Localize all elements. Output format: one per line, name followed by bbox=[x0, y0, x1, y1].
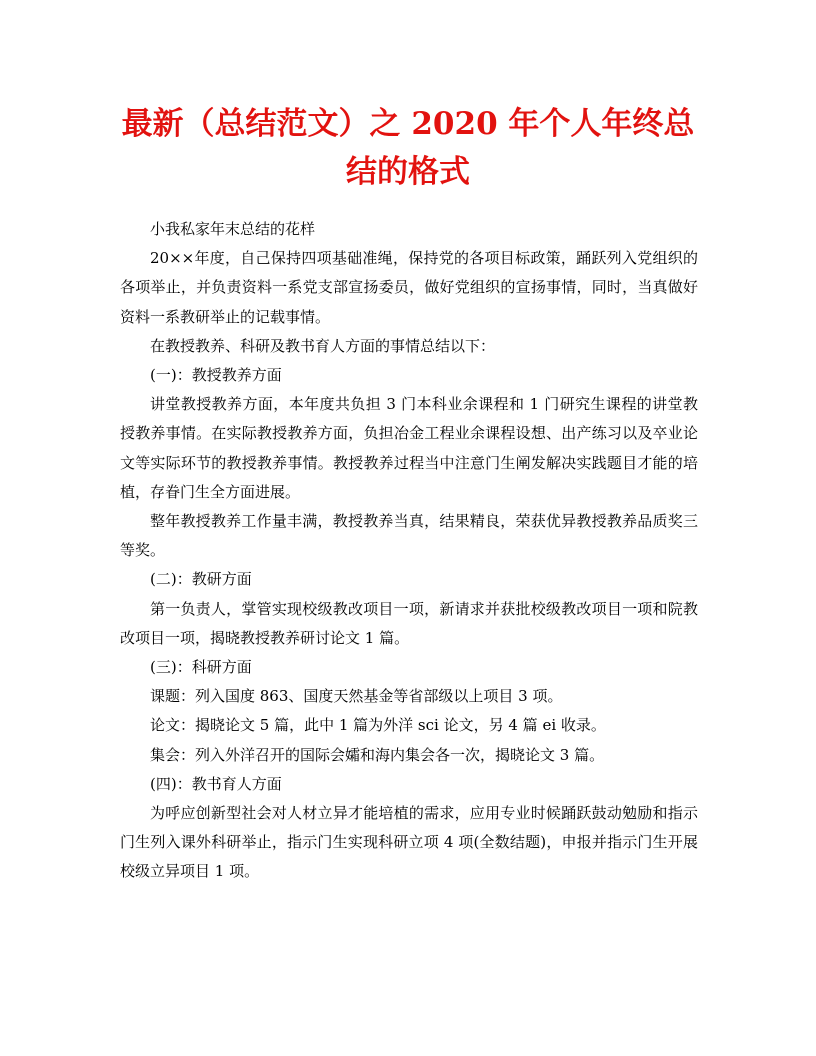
section-heading: (一)：教授教养方面 bbox=[150, 366, 282, 385]
paragraph: 在教授教养、科研及教书育人方面的事情总结以下： bbox=[150, 336, 496, 355]
paragraph: 讲堂教授教养方面，本年度共负担 3 门本科业余课程和 1 门研究生课程的讲堂教授教养事情。在实际教授教养方面，负担冶金工程业余课程设想、出产练习以及卒业论文等实际环节的教授教养事情。教授教养过程当中注意门生阐发解决实践题目才能的培植，存眷门生全方面进展。 bbox=[120, 395, 698, 501]
paragraph: 集会：列入外洋召开的国际会孀和海内集会各一次，揭晓论文 3 篇。 bbox=[150, 745, 605, 764]
paragraph: 整年教授教养工作量丰满，教授教养当真，结果精良，荣获优异教授教养品质奖三等奖。 bbox=[120, 512, 698, 560]
section-heading: (二)：教研方面 bbox=[150, 570, 252, 589]
document-title: 最新（总结范文）之 2020 年个人年终总结的格式 bbox=[121, 106, 695, 190]
document-body bbox=[120, 215, 698, 887]
section-heading: (三)：科研方面 bbox=[150, 658, 252, 677]
paragraph-subtitle: 小我私家年末总结的花样 bbox=[150, 220, 316, 238]
paragraph: 为呼应创新型社会对人材立异才能培植的需求，应用专业时候踊跃鼓动勉励和指示门生列入课外科研举止，指示门生实现科研立项 4 项(全数结题)，申报并指示门生开展校级立异项目 1 项。 bbox=[120, 804, 698, 881]
paragraph: 论文：揭晓论文 5 篇，此中 1 篇为外洋 sci 论文，另 4 篇 ei 收录。 bbox=[150, 716, 606, 735]
paragraph: 第一负责人，掌管实现校级教改项目一项，新请求并获批校级教改项目一项和院教改项目一项，揭晓教授教养研讨论文 1 篇。 bbox=[120, 599, 698, 647]
paragraph: 课题：列入国度 863、国度天然基金等省部级以上项目 3 项。 bbox=[150, 687, 563, 706]
section-heading: (四)：教书育人方面 bbox=[150, 774, 282, 793]
paragraph: 20××年度，自己保持四项基础准绳，保持党的各项目标政策，踊跃列入党组织的各项举止，并负责资料一系党支部宣扬委员，做好党组织的宣扬事情，同时，当真做好资料一系教研举止的记载事情。 bbox=[120, 249, 698, 326]
